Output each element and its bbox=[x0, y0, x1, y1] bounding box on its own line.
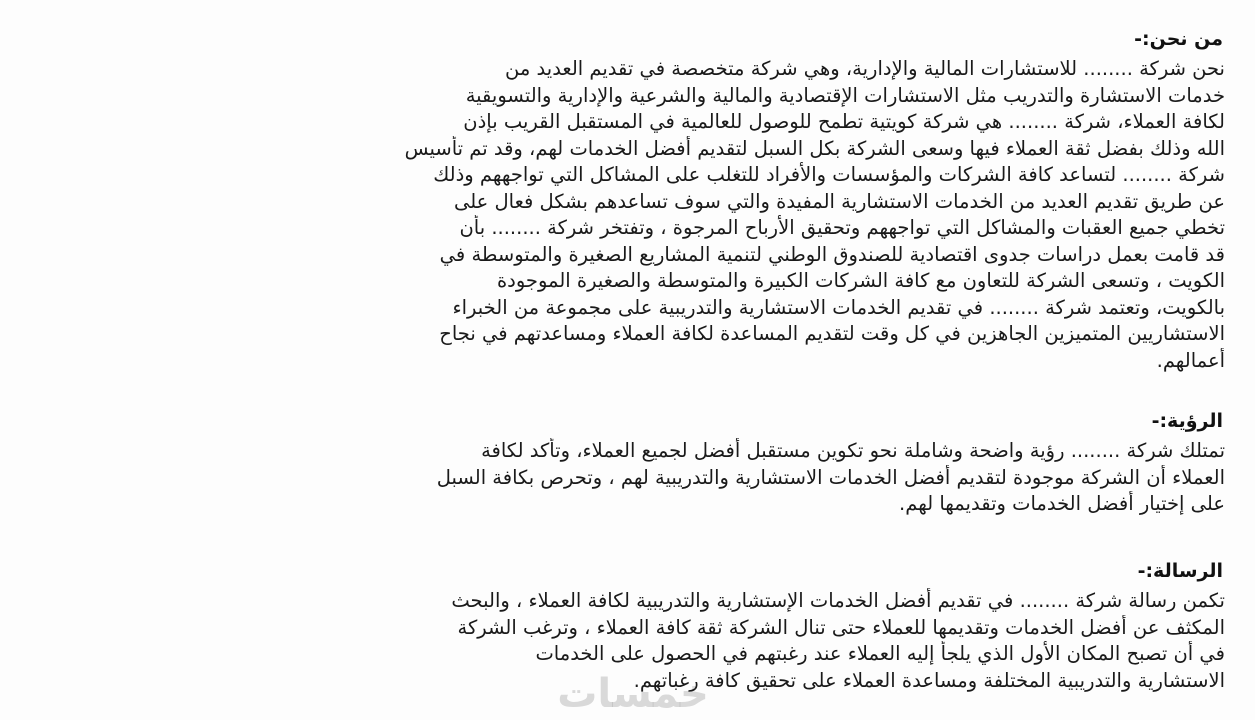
about-line-4: الله وذلك بفضل ثقة العملاء فيها وسعى الشركة بكل السبل لتقديم أفضل الخدمات لهم، وقد تم تأسيس bbox=[404, 136, 1225, 160]
about-line-3: لكافة العملاء، شركة ........ هي شركة كويتية تطمح للوصول للعالمية في المستقبل القريب بإذن bbox=[463, 110, 1225, 133]
watermark-logo: خمسات bbox=[557, 671, 709, 717]
mission-line-3: في أن تصبح المكان الأول الذي يلجأ إليه العملاء عند رغبتهم في الحصول على الخدمات bbox=[535, 642, 1225, 665]
about-line-8: قد قامت بعمل دراسات جدوى اقتصادية للصندوق الوطني لتنمية المشاريع الصغيرة والمتوسطة في bbox=[439, 242, 1225, 266]
about-paragraph bbox=[30, 56, 1225, 374]
mission-line-1: تكمن رسالة شركة ........ في تقديم أفضل الخدمات الإستشارية والتدريبية لكافة العملاء ، والبحث bbox=[451, 589, 1225, 612]
about-line-5: شركة ........ لتساعد كافة الشركات والمؤسسات والأفراد للتغلب على المشاكل التي تواجههم وذلك bbox=[433, 163, 1225, 186]
vision-paragraph bbox=[30, 438, 1225, 518]
mission-line-4: الاستشارية والتدريبية المختلفة ومساعدة العملاء على تحقيق كافة رغباتهم. bbox=[633, 668, 1225, 692]
vision-line-1: تمتلك شركة ........ رؤية واضحة وشاملة نحو تكوين مستقبل أفضل لجميع العملاء، وتأكد لكافة bbox=[481, 439, 1225, 462]
mission-heading: الرسالة:- bbox=[1137, 560, 1223, 582]
vision-line-3: على إختيار أفضل الخدمات وتقديمها لهم. bbox=[899, 492, 1225, 515]
about-line-10: بالكويت، وتعتمد شركة ........ في تقديم الخدمات الاستشارية والتدريبية على مجموعة من الخبراء bbox=[452, 295, 1225, 319]
about-line-7: تخطي جميع العقبات والمشاكل التي تواجههم وتحقيق الأرباح المرجوة ، وتفتخر شركة ........ بأن bbox=[459, 216, 1225, 239]
about-line-12: أعمالهم. bbox=[1156, 348, 1225, 372]
about-line-11: الاستشاريين المتميزين الجاهزين في كل وقت لتقديم المساعدة لكافة العملاء ومساعدتهم في نجاح bbox=[439, 322, 1225, 345]
vision-line-2: العملاء أن الشركة موجودة لتقديم أفضل الخدمات الاستشارية والتدريبية لهم ، وتحرص بكافة السبل bbox=[436, 465, 1225, 489]
about-heading: من نحن:- bbox=[1134, 28, 1223, 50]
about-line-9: الكويت ، وتسعى الشركة للتعاون مع كافة الشركات الكبيرة والمتوسطة والصغيرة الموجودة bbox=[496, 269, 1225, 292]
about-line-6: عن طريق تقديم العديد من الخدمات الاستشارية المفيدة والتي سوف تساعدهم بشكل فعال على bbox=[453, 189, 1225, 213]
vision-heading: الرؤية:- bbox=[1151, 410, 1223, 432]
about-line-1: نحن شركة ........ للاستشارات المالية والإدارية، وهي شركة متخصصة في تقديم العديد من bbox=[505, 57, 1225, 80]
about-line-2: خدمات الاستشارة والتدريب مثل الاستشارات الإقتصادية والمالية والشرعية والإدارية والتسويقية bbox=[465, 83, 1225, 107]
mission-line-2: المكثف عن أفضل الخدمات وتقديمها للعملاء حتى تنال الشركة ثقة كافة العملاء ، وترغب الشركة bbox=[457, 615, 1225, 639]
